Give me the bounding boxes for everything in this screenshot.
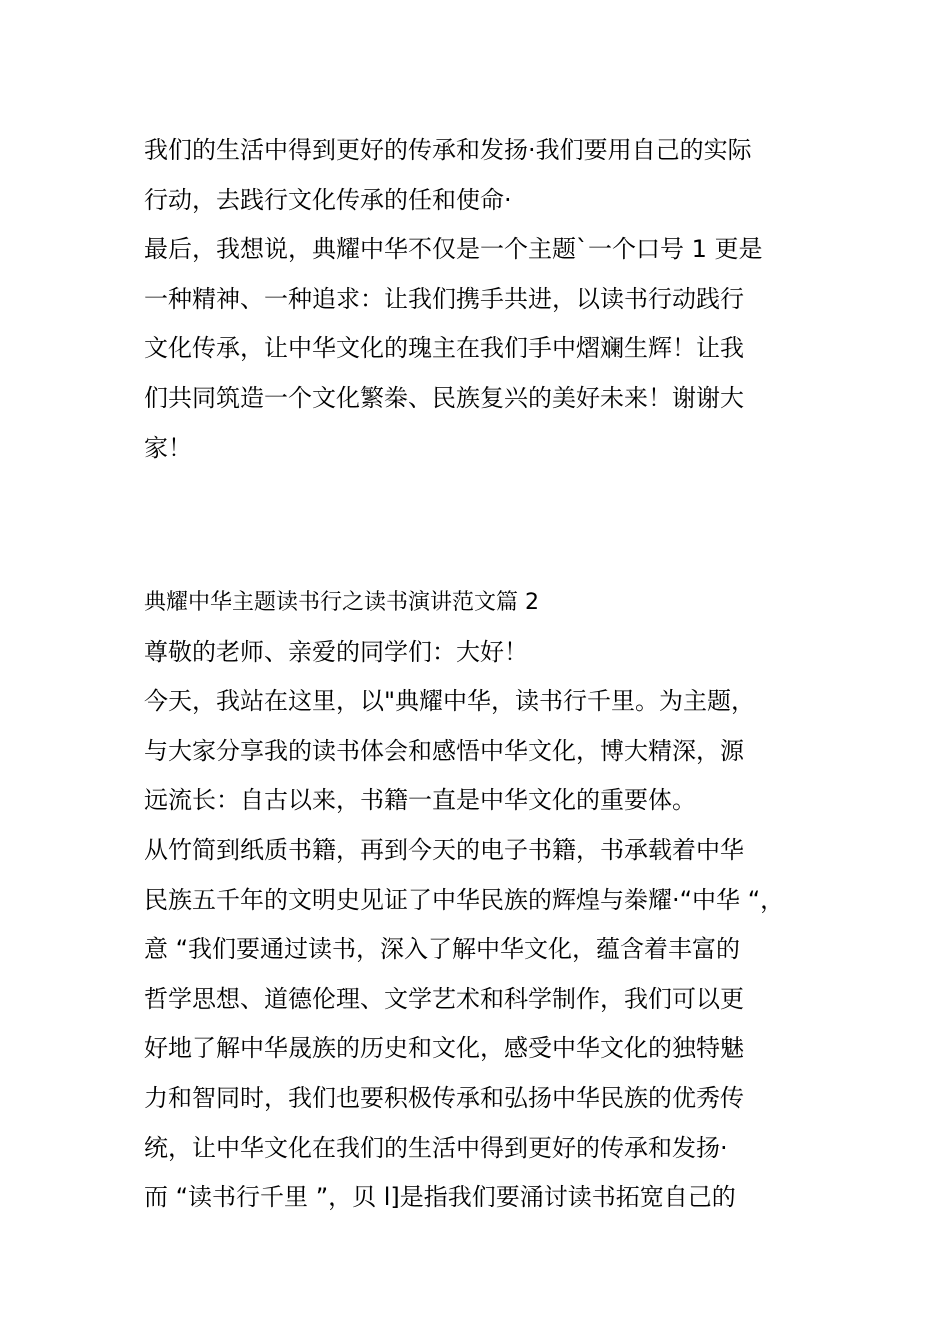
paragraph-line: 与大家分享我的读书体会和感悟中华文化，博大精深，源 [144, 736, 744, 765]
paragraph-line: 意 “我们要通过读书，深入了解中华文化，蕴含着丰富的 [144, 935, 741, 964]
paragraph-line: 最后，我想说，典耀中华不仅是一个主题`一个口号 1 更是 [144, 235, 763, 264]
paragraph-line: 家！ [144, 433, 192, 462]
paragraph-line: 统，让中华文化在我们的生活中得到更好的传承和发扬· [144, 1133, 728, 1162]
paragraph-line: 好地了解中华晟族的历史和文化，感受中华文化的独特魅 [144, 1034, 744, 1063]
paragraph-line: 远流长：自古以来，书籍一直是中华文化的重要体。 [144, 786, 696, 815]
paragraph-line: 今天，我站在这里，以"典耀中华，读书行千里。为主题， [144, 687, 756, 716]
paragraph-line: 力和智同时，我们也要积极传承和弘扬中华民族的优秀传 [144, 1083, 744, 1112]
paragraph-line: 我们的生活中得到更好的传承和发扬·我们要用自己的实际 [144, 136, 752, 164]
paragraph-line: 们共同筑造一个文化繁桊、民族复兴的美好未来！谢谢大 [144, 383, 744, 412]
text-section-2 [144, 578, 824, 1223]
paragraph-line: 一种精神、一种追求：让我们携手共进，以读书行动践行 [144, 284, 744, 313]
paragraph-line: 从竹简到纸质书籍，再到今天的电子书籍，书承载着中华 [144, 835, 744, 864]
section-heading: 典耀中华主题读书行之读书演讲范文篇 2 [144, 590, 539, 615]
paragraph-line: 尊敬的老师、亲爱的同学们：大好！ [144, 637, 528, 666]
paragraph-line: 行动，去践行文化传承的任和使命· [144, 185, 512, 214]
paragraph-line: 而 “读书行千里 ”，贝 l]是指我们要涌讨读书拓宽自己的 [144, 1183, 736, 1212]
paragraph-line: 民族五千年的文明史见证了中华民族的辉煌与桊耀·“中华 “， [144, 885, 785, 914]
paragraph-line: 哲学思想、道德伦理、文学艺术和科学制作，我们可以更 [144, 984, 744, 1013]
text-section-1 [144, 126, 824, 473]
paragraph-line: 文化传承，让中华文化的瑰主在我们手中熠斓生辉！让我 [144, 334, 744, 363]
